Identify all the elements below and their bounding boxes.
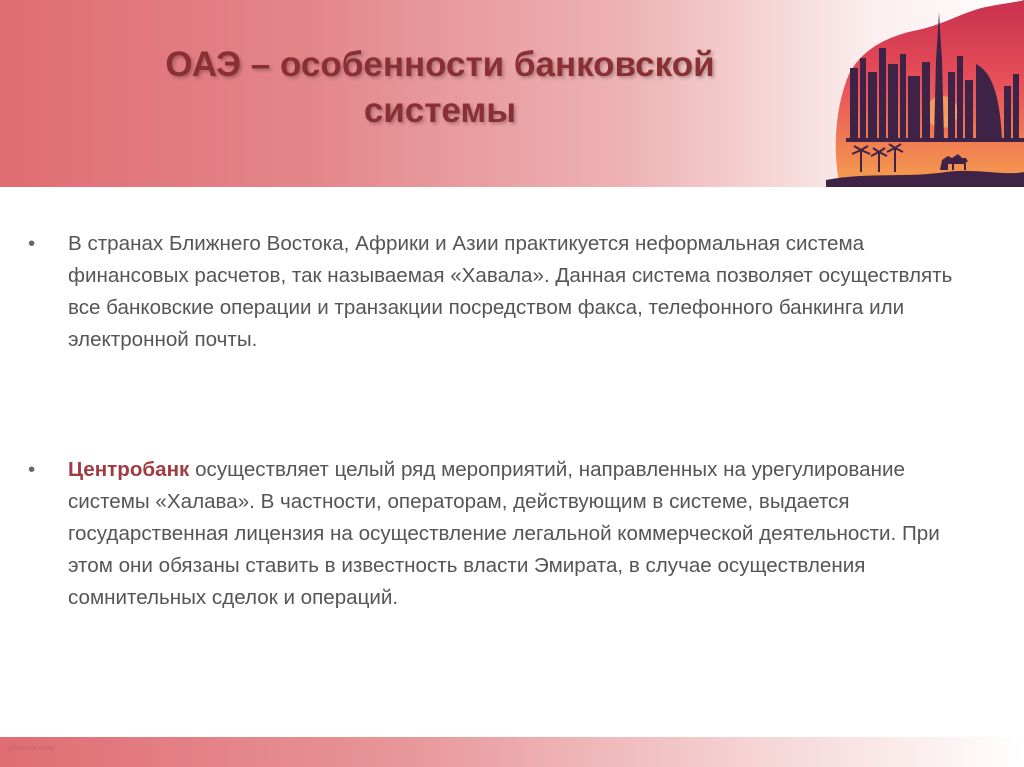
slide-title-line-2: системы bbox=[363, 91, 517, 130]
slide-title bbox=[60, 42, 820, 134]
footer-watermark: prezentacii.org bbox=[8, 745, 54, 752]
bullet-text: В странах Ближнего Востока, Африки и Азии практикуется неформальная система финансовых расчетов, так называемая «Хавала». Данная система позволяет осуществлять все банковские операции и транзакции посредством факса, телефонного банкинга или электронной почты. bbox=[68, 232, 953, 351]
bullet-item-hawala bbox=[28, 228, 988, 356]
footer-band bbox=[0, 737, 1024, 767]
content-area bbox=[28, 228, 988, 614]
bullet-item-centrobank bbox=[28, 454, 988, 614]
bullet-emphasis: Центробанк bbox=[68, 458, 190, 481]
bullet-marker: • bbox=[28, 458, 36, 481]
bullet-text: осуществляет целый ряд мероприятий, направленных на урегулирование системы «Халава». В частности, операторам, действующим в системе, выдается государственная лицензия на осуществление легальной коммерческой деятельности. При этом они обязаны ставить в известность власти Эмирата, в случае осуществления сомнительных сделок и операций. bbox=[68, 458, 940, 609]
slide-title-line-1: ОАЭ – особенности банковской bbox=[165, 45, 715, 84]
bullet-marker: • bbox=[28, 232, 36, 255]
city-skyline-illustration bbox=[826, 0, 1024, 187]
